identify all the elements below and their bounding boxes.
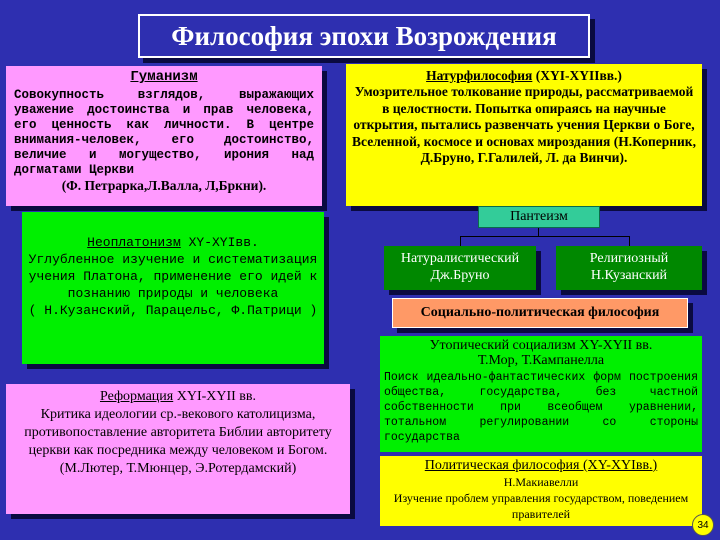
humanism-box [6, 66, 322, 206]
naturalistic-label: Натуралистический [400, 251, 520, 266]
pantheism-connector-left [460, 236, 539, 237]
social-political-box: Социально-политическая философия [392, 298, 688, 328]
pantheism-label: Пантеизм [478, 206, 600, 228]
reformation-box [6, 384, 350, 514]
utopian-names: Т.Мор, Т.Кампанелла [477, 353, 605, 368]
utopian-body: Поиск идеально-фантастических форм построения общества, государства, без частной собственности при всеобщем уравнении, тотальном регулировании со стороны государства [384, 371, 698, 444]
reformation-names: (М.Лютер, Т.Мюнцер, Э.Ротердамский) [59, 461, 297, 476]
humanism-body: Совокупность взглядов, выражающих уважение достоинства и прав человека, его ценность как личности. В центре внимания-человек, его достоинство, величие и могущество, ирония над догматами Церкви [14, 88, 314, 177]
naturphilosophy-body: Умозрительное толкование природы, рассматриваемой в целостности. Попытка опираясь на научные открытия, пытались развенчать учения Церкви о Боге, Вселенной, космосе и основах мироздания (Н.Коперник, Д.Бруно, Г.Галилей, Л. да Винчи). [352, 84, 696, 165]
pantheism-connector [538, 228, 539, 236]
neoplatonism-period: XY-XYIвв. [180, 235, 259, 250]
naturalistic-pantheism-box [384, 246, 536, 290]
political-body: Изучение проблем управления государством, поведением правителей [393, 491, 689, 521]
naturphilosophy-period: (XYI-XYIIвв.) [532, 68, 622, 83]
religious-name: Н.Кузанский [590, 268, 668, 283]
utopian-socialism-box [380, 336, 702, 452]
pantheism-connector-right-down [629, 236, 630, 246]
naturphilosophy-heading: Натурфилософия [426, 68, 533, 83]
reformation-body: Критика идеологии ср.-векового католицизма, противопоставление авторитета Библии авторитету церкви как посредника между человеком и Богом. [24, 407, 332, 458]
page-number-badge: 34 [692, 514, 714, 536]
reformation-period: XYI-XYII вв. [173, 389, 257, 404]
utopian-heading: Утопический социализм XY-XYII вв. [429, 338, 653, 353]
page-title: Философия эпохи Возрождения [138, 14, 590, 58]
neoplatonism-heading: Неоплатонизм [87, 235, 181, 250]
neoplatonism-body: Углубленное изучение и систематизация учения Платона, применение его идей к познанию природы и человека [28, 252, 318, 301]
reformation-heading: Реформация [99, 389, 174, 404]
humanism-names: (Ф. Петрарка,Л.Валла, Л,Бркни). [61, 178, 267, 193]
humanism-heading: Гуманизм [130, 69, 198, 85]
pantheism-connector-right [538, 236, 630, 237]
religious-label: Религиозный [589, 251, 669, 266]
political-author: Н.Макиавелли [503, 475, 579, 489]
political-heading: Политическая философия (XY-XYIвв.) [424, 458, 658, 473]
religious-pantheism-box [556, 246, 702, 290]
naturalistic-name: Дж.Бруно [430, 268, 490, 283]
pantheism-connector-left-down [460, 236, 461, 246]
political-philosophy-box [380, 456, 702, 526]
naturphilosophy-box [346, 64, 702, 206]
neoplatonism-names: ( Н.Кузанский, Парацельс, Ф.Патрици ) [28, 303, 318, 318]
neoplatonism-box [22, 212, 324, 364]
